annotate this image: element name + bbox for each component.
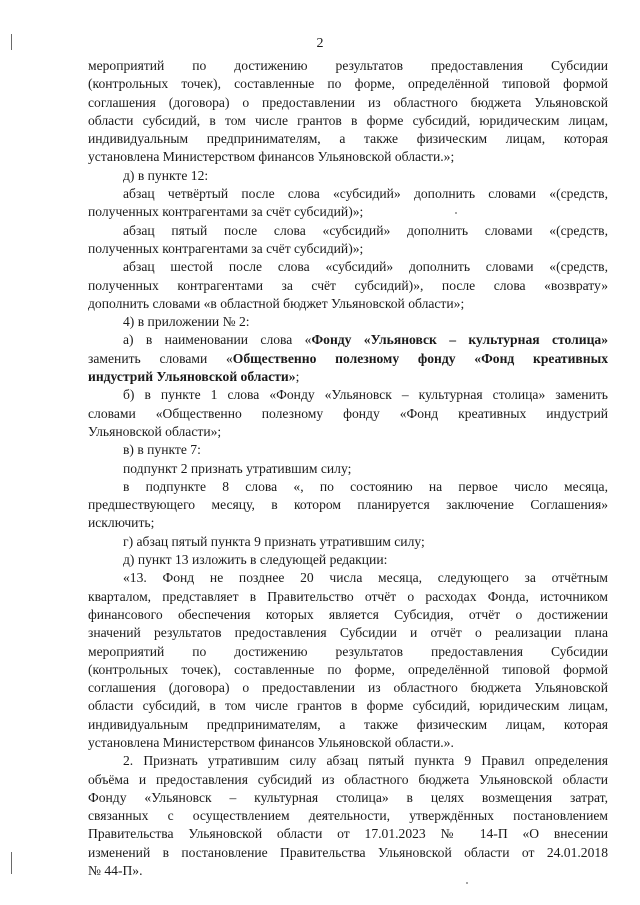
text-line: исключить; [88, 515, 155, 531]
text-line: в) в пункте 7: [123, 442, 201, 458]
page-number: 2 [316, 36, 324, 51]
text-line: 4) в приложении № 2: [123, 314, 250, 330]
text-line: мероприятий по достижению результатов предоставления Субсидии [88, 643, 608, 659]
text-line: абзац четвёртый после слова «субсидий» дополнить словами «(средств, [123, 186, 608, 202]
text-line: кварталом, представляет в Правительство отчёт о расходах Фонда, источником [88, 588, 608, 604]
text-line: (контрольных точек), составленные по форме, определённой типовой формой [88, 76, 608, 92]
text-line: заменить словами «Общественно полезному фонду «Фонд креативных [88, 350, 608, 366]
text-line: установлена Министерством финансов Ульяновской области.». [88, 734, 454, 750]
text-line: дополнить словами «в областной бюджет Ульяновской области»; [88, 295, 465, 311]
text-line: б) в пункте 1 слова «Фонду «Ульяновск – культурная столица» заменить [123, 387, 608, 403]
text-line: финансового обеспечения которых является Субсидия, отчёт о достижении [88, 606, 608, 622]
text-line: полученных контрагентами за счёт субсидий)»; [88, 204, 364, 220]
document-body [88, 57, 608, 880]
text-line: в подпункте 8 слова «, по состоянию на первое число месяца, [123, 478, 608, 494]
text-line: Ульяновской области»; [88, 423, 222, 439]
text-line: № 44-П». [88, 863, 143, 879]
text-line: соглашения (договора) о предоставлении из областного бюджета Ульяновской [88, 680, 608, 696]
text-line: «13. Фонд не позднее 20 числа месяца, следующего за отчётным [123, 570, 608, 586]
scan-margin-mark-bottom [11, 852, 12, 874]
text-line: (контрольных точек), составленные по форме, определённой типовой формой [88, 661, 608, 677]
text-line: подпункт 2 признать утратившим силу; [123, 460, 352, 476]
text-line: мероприятий по достижению результатов предоставления Субсидии [88, 58, 608, 73]
text-line: объёма и предоставления субсидий из областного бюджета Ульяновской области [88, 771, 608, 787]
text-line: индивидуальным предпринимателям, а также физическим лицам, которая [88, 131, 608, 147]
text-line: г) абзац пятый пункта 9 признать утратившим силу; [123, 533, 425, 549]
bold-text: индустрий Ульяновской области» [88, 369, 296, 385]
text-line: д) в пункте 12: [123, 167, 209, 183]
text-line: абзац пятый после слова «субсидий» дополнить словами «(средств, [123, 222, 608, 238]
bold-text: Общественно полезному фонду «Фонд креативных [232, 350, 608, 366]
text-line: индустрий Ульяновской области»; [88, 369, 300, 385]
text-line: д) пункт 13 изложить в следующей редакции: [123, 552, 388, 568]
text-line: области субсидий, в том числе грантов в форме субсидий, юридическим лицам, [88, 698, 608, 714]
text-line: изменений в постановление Правительства Ульяновской области от 24.01.2018 [88, 844, 608, 860]
text-line: области субсидий, в том числе грантов в форме субсидий, юридическим лицам, [88, 112, 608, 128]
text-line: связанных с осуществлением деятельности, утверждённых постановлением [88, 808, 608, 824]
text-line: установлена Министерством финансов Ульяновской области.»; [88, 149, 455, 165]
scan-speck [466, 882, 468, 884]
text-line: Правительства Ульяновской области от 17.01.2023 № 14-П «О внесении [88, 826, 608, 842]
text-line: предшествующего месяцу, в котором планируется заключение Соглашения» [88, 497, 608, 513]
text-line: абзац шестой после слова «субсидий» дополнить словами «(средств, [123, 259, 608, 275]
text-line: соглашения (договора) о предоставлении из областного бюджета Ульяновской [88, 94, 608, 110]
text-line: 2. Признать утратившим силу абзац пятый пункта 9 Правил определения [123, 753, 608, 769]
text-line: словами «Общественно полезному фонду «Фонд креативных индустрий [88, 405, 608, 421]
text-line: а) в наименовании слова «Фонду «Ульяновск – культурная столица» [123, 332, 608, 348]
text-line: полученных контрагентами за счёт субсидий)»; [88, 240, 364, 256]
text-line: полученных контрагентами за счёт субсидий)», после слова «возврату» [88, 277, 608, 293]
text-line: индивидуальным предпринимателям, а также физическим лицам, которая [88, 716, 608, 732]
text-line: значений результатов предоставления Субсидии и отчёт о реализации плана [88, 625, 608, 641]
text-line: Фонду «Ульяновск – культурная столица» в целях возмещения затрат, [88, 789, 608, 805]
bold-text: Фонду «Ульяновск – культурная столица» [311, 332, 608, 348]
